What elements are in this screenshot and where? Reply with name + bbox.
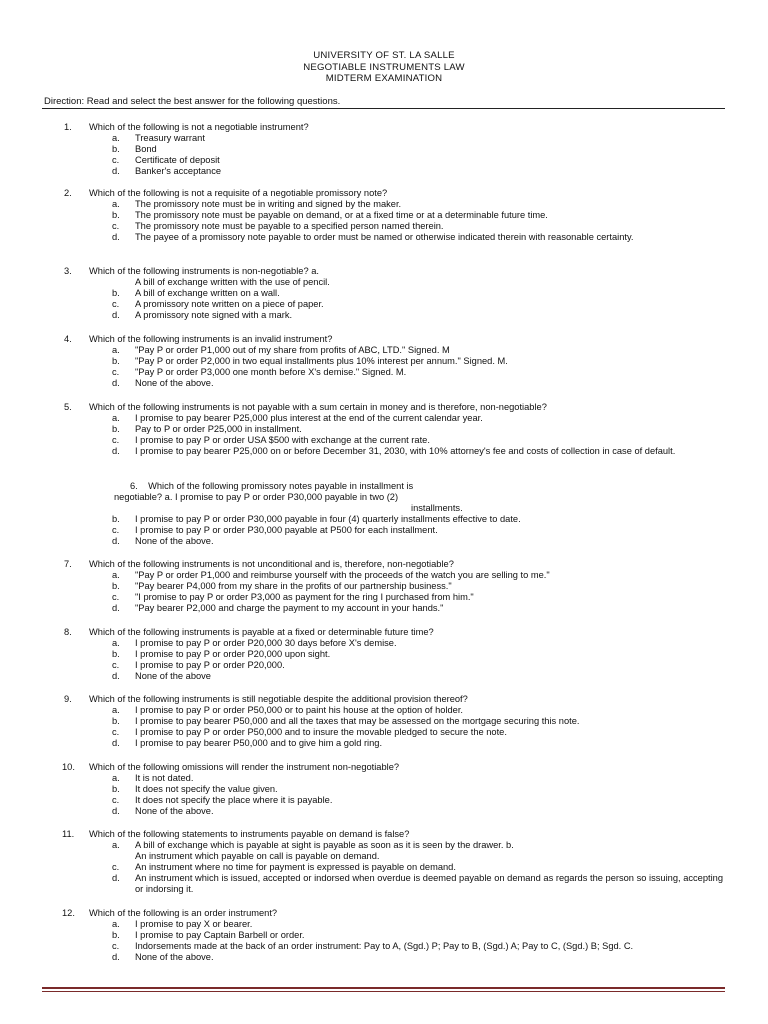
option-c[interactable]: c. "Pay P or order P3,000 one month before X's demise." Signed. M. — [112, 367, 407, 377]
question-stem: Which of the following is not a requisite of a negotiable promissory note? — [89, 188, 388, 198]
question-number: 4. — [64, 334, 72, 344]
option-a[interactable]: A bill of exchange written with the use of pencil. — [135, 277, 330, 287]
option-c[interactable]: c. I promise to pay P or order USA $500 with exchange at the current rate. — [112, 435, 430, 445]
option-d[interactable]: d. None of the above — [112, 671, 211, 681]
question-number: 8. — [64, 627, 72, 637]
option-b[interactable]: An instrument which payable on call is payable on demand. — [135, 851, 380, 861]
exam-header — [0, 50, 768, 85]
question-11 — [0, 829, 768, 895]
question-stem-cont: installments. — [411, 503, 463, 513]
option-a[interactable]: a. I promise to pay P or order P50,000 or to paint his house at the option of holder. — [112, 705, 464, 715]
question-stem: Which of the following instruments is still negotiable despite the additional provision thereof? — [89, 694, 468, 704]
option-a[interactable]: a. "Pay P or order P1,000 out of my share from profits of ABC, LTD." Signed. M — [112, 345, 450, 355]
option-a[interactable]: a. I promise to pay X or bearer. — [112, 919, 253, 929]
option-a[interactable]: a. The promissory note must be in writing and signed by the maker. — [112, 199, 402, 209]
option-c[interactable]: c. The promissory note must be payable to a specified person named therein. — [112, 221, 444, 231]
option-d[interactable]: d. None of the above. — [112, 536, 214, 546]
option-d[interactable]: d. None of the above. — [112, 806, 214, 816]
option-d[interactable]: d. The payee of a promissory note payable to order must be named or otherwise indicated therein with reasonable certainty. — [112, 232, 634, 242]
option-b[interactable]: b. "Pay bearer P4,000 from my share in the profits of our partnership business." — [112, 581, 452, 591]
option-b[interactable]: b. I promise to pay bearer P50,000 and all the taxes that may be assessed on the mortgage securing this note. — [112, 716, 580, 726]
question-number: 3. — [64, 266, 72, 276]
option-d[interactable]: d. None of the above. — [112, 378, 214, 388]
question-stem: Which of the following is an order instrument? — [89, 908, 278, 918]
question-number: 6. — [130, 481, 138, 491]
option-c[interactable]: c. It does not specify the place where it is payable. — [112, 795, 333, 805]
question-4 — [0, 334, 768, 389]
header-divider — [42, 108, 725, 109]
option-b[interactable]: b. I promise to pay Captain Barbell or order. — [112, 930, 305, 940]
question-2 — [0, 188, 768, 243]
option-a[interactable]: a. Treasury warrant — [112, 133, 205, 143]
question-number: 9. — [64, 694, 72, 704]
option-a[interactable]: a. "Pay P or order P1,000 and reimburse yourself with the proceeds of the watch you are selling to me." — [112, 570, 550, 580]
question-stem: Which of the following instruments is an invalid instrument? — [89, 334, 333, 344]
option-d[interactable]: d. A promissory note signed with a mark. — [112, 310, 293, 320]
question-stem: Which of the following is not a negotiable instrument? — [89, 122, 309, 132]
option-b[interactable]: b. A bill of exchange written on a wall. — [112, 288, 280, 298]
university-name: UNIVERSITY OF ST. LA SALLE — [313, 50, 455, 61]
option-a[interactable]: a. It is not dated. — [112, 773, 194, 783]
question-stem: Which of the following instruments is payable at a fixed or determinable future time? — [89, 627, 434, 637]
question-stem: Which of the following instruments is not payable with a sum certain in money and is therefore, non-negotiable? — [89, 402, 547, 412]
option-b[interactable]: b. Pay to P or order P25,000 in installment. — [112, 424, 302, 434]
option-c[interactable]: c. Certificate of deposit — [112, 155, 220, 165]
option-d[interactable]: d. An instrument which is issued, accepted or indorsed when overdue is deemed payable on demand as regards the person so issuing, accepting or indorsing it. — [112, 873, 723, 894]
option-c[interactable]: c. Indorsements made at the back of an order instrument: Pay to A, (Sgd.) P; Pay to B, (Sgd.) A; Pay to C, (Sgd.) B; Sgd. C. — [112, 941, 634, 951]
option-b[interactable]: b. The promissory note must be payable on demand, or at a fixed time or at a determinable future time. — [112, 210, 548, 220]
question-5 — [0, 402, 768, 457]
question-9 — [0, 694, 768, 749]
question-10 — [0, 762, 768, 817]
option-a[interactable]: a. I promise to pay P or order P20,000 30 days before X's demise. — [112, 638, 397, 648]
option-a[interactable]: a. A bill of exchange which is payable at sight is payable as soon as it is seen by the drawer. b. — [112, 840, 514, 850]
direction-text: Direction: Read and select the best answer for the following questions. — [44, 96, 341, 107]
option-c[interactable]: c. "I promise to pay P or order P3,000 as payment for the ring I purchased from him." — [112, 592, 474, 602]
course-name: NEGOTIABLE INSTRUMENTS LAW — [303, 61, 465, 73]
question-12 — [0, 908, 768, 963]
question-number: 12. — [62, 908, 75, 918]
footer-divider-thin — [42, 991, 725, 992]
question-number: 1. — [64, 122, 72, 132]
question-stem: Which of the following instruments is non-negotiable? a. — [89, 266, 319, 276]
option-c[interactable]: c. An instrument where no time for payment is expressed is payable on demand. — [112, 862, 456, 872]
question-8 — [0, 627, 768, 682]
question-7 — [0, 559, 768, 614]
option-d[interactable]: d. I promise to pay bearer P50,000 and to give him a gold ring. — [112, 738, 383, 748]
option-c[interactable]: c. I promise to pay P or order P30,000 payable at P500 for each installment. — [112, 525, 438, 535]
option-d[interactable]: d. Banker's acceptance — [112, 166, 222, 176]
option-c[interactable]: c. I promise to pay P or order P20,000. — [112, 660, 285, 670]
question-stem: Which of the following instruments is not unconditional and is, therefore, non-negotiable? — [89, 559, 454, 569]
option-d[interactable]: d. None of the above. — [112, 952, 214, 962]
option-b[interactable]: b. Bond — [112, 144, 157, 154]
question-stem: Which of the following statements to instruments payable on demand is false? — [89, 829, 410, 839]
question-number: 2. — [64, 188, 72, 198]
exam-title: MIDTERM EXAMINATION — [325, 73, 443, 84]
question-number: 7. — [64, 559, 72, 569]
option-c[interactable]: c. I promise to pay P or order P50,000 and to insure the movable pledged to secure the note. — [112, 727, 507, 737]
question-number: 5. — [64, 402, 72, 412]
question-6 — [0, 514, 768, 547]
option-c[interactable]: c. A promissory note written on a piece of paper. — [112, 299, 324, 309]
question-stem-cont: negotiable? a. I promise to pay P or order P30,000 payable in two (2) — [114, 492, 399, 502]
option-b[interactable]: b. It does not specify the value given. — [112, 784, 278, 794]
footer-divider — [42, 987, 725, 989]
question-number: 10. — [62, 762, 75, 772]
question-number: 11. — [62, 829, 75, 839]
question-3 — [0, 266, 768, 321]
option-b[interactable]: b. I promise to pay P or order P20,000 upon sight. — [112, 649, 331, 659]
question-stem: Which of the following promissory notes payable in installment is — [148, 481, 414, 491]
question-1 — [0, 122, 768, 177]
option-d[interactable]: d. I promise to pay bearer P25,000 on or before December 31, 2030, with 10% attorney's fee and costs of collection in case of default. — [112, 446, 676, 456]
option-b[interactable]: b. I promise to pay P or order P30,000 payable in four (4) quarterly installments effective to date. — [112, 514, 521, 524]
question-stem: Which of the following omissions will render the instrument non-negotiable? — [89, 762, 400, 772]
option-b[interactable]: b. "Pay P or order P2,000 in two equal installments plus 10% interest per annum." Signed. M. — [112, 356, 508, 366]
option-a[interactable]: a. I promise to pay bearer P25,000 plus interest at the end of the current calendar year. — [112, 413, 483, 423]
option-d[interactable]: d. "Pay bearer P2,000 and charge the payment to my account in your hands." — [112, 603, 444, 613]
